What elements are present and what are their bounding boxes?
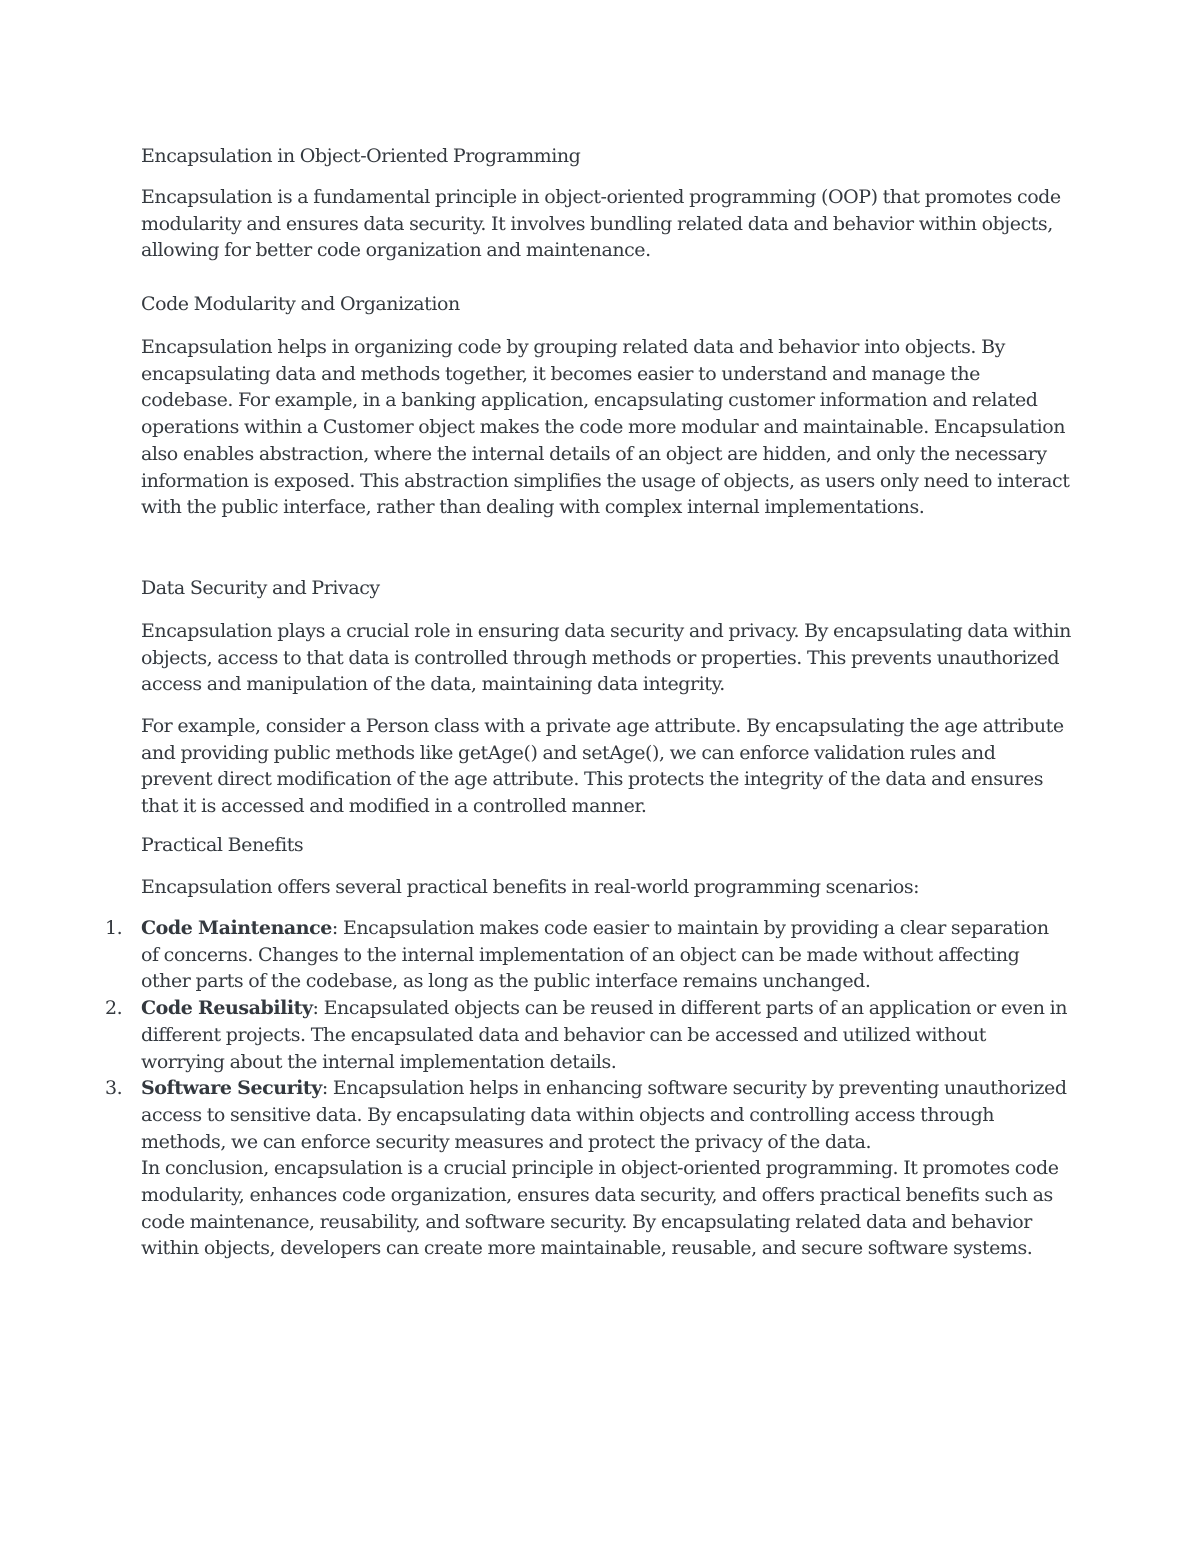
list-item-term: Software Security	[141, 1077, 322, 1100]
section-heading-practical-benefits: Practical Benefits	[141, 834, 304, 856]
list-item-term: Code Maintenance	[141, 917, 332, 939]
practical-benefits-intro: Encapsulation offers several practical benefits in real-world programming scenarios:	[141, 876, 920, 898]
list-item	[105, 995, 1071, 1075]
section-heading-code-modularity: Code Modularity and Organization	[141, 293, 460, 315]
list-item-number: 1.	[105, 917, 123, 939]
list-item-number: 2.	[105, 997, 123, 1020]
list-item-text: : Encapsulation helps in enhancing software security by preventing unauthorized access to sensitive data. By encapsulating data within objects and controlling access through methods, we can enforce security measures and protect the privacy of the data.	[141, 1077, 1067, 1153]
benefits-list	[105, 915, 1071, 1262]
list-item	[105, 1075, 1071, 1262]
data-security-paragraph: Encapsulation plays a crucial role in ensuring data security and privacy. By encapsulating data within objects, access to that data is controlled through methods or properties. This prevents unauthorized access and manipulation of the data, maintaining data integrity.	[141, 620, 1071, 696]
list-item-number: 3.	[105, 1077, 123, 1100]
document-title: Encapsulation in Object-Oriented Programming	[141, 145, 581, 167]
list-item-term: Code Reusability	[141, 997, 313, 1020]
code-modularity-paragraph: Encapsulation helps in organizing code by grouping related data and behavior into objects. By encapsulating data and methods together, it becomes easier to understand and manage the codebase. For example, in a banking application, encapsulating customer information and related operations within a Customer object makes the code more modular and maintainable. Encapsulation also enables abstraction, where the internal details of an object are hidden, and only the necessary information is exposed. This abstraction simplifies the usage of objects, as users only need to interact with the public interface, rather than dealing with complex internal implementations.	[141, 336, 1070, 519]
conclusion-text: In conclusion, encapsulation is a crucial principle in object-oriented programming. It promotes code modularity, enhances code organization, ensures data security, and offers practical benefits such as code maintenance, reusability, and software security. By encapsulating related data and behavior within objects, developers can create more maintainable, reusable, and secure software systems.	[141, 1157, 1059, 1260]
intro-paragraph: Encapsulation is a fundamental principle in object-oriented programming (OOP) that promotes code modularity and ensures data security. It involves bundling related data and behavior within objects, allowing for better code organization and maintenance.	[141, 186, 1061, 262]
list-item-text: : Encapsulated objects can be reused in different parts of an application or even in different projects. The encapsulated data and behavior can be accessed and utilized without worrying about the internal implementation details.	[141, 997, 1067, 1073]
list-item-text: : Encapsulation makes code easier to maintain by providing a clear separation of concerns. Changes to the internal implementation of an object can be made without affecting other parts of the codebase, as long as the public interface remains unchanged.	[141, 917, 1049, 993]
list-item	[105, 915, 1071, 995]
person-class-example-paragraph: For example, consider a Person class with a private age attribute. By encapsulating the age attribute and providing public methods like getAge() and setAge(), we can enforce validation rules and prevent direct modification of the age attribute. This protects the integrity of the data and ensures that it is accessed and modified in a controlled manner.	[141, 715, 1064, 818]
section-heading-data-security: Data Security and Privacy	[141, 577, 380, 599]
